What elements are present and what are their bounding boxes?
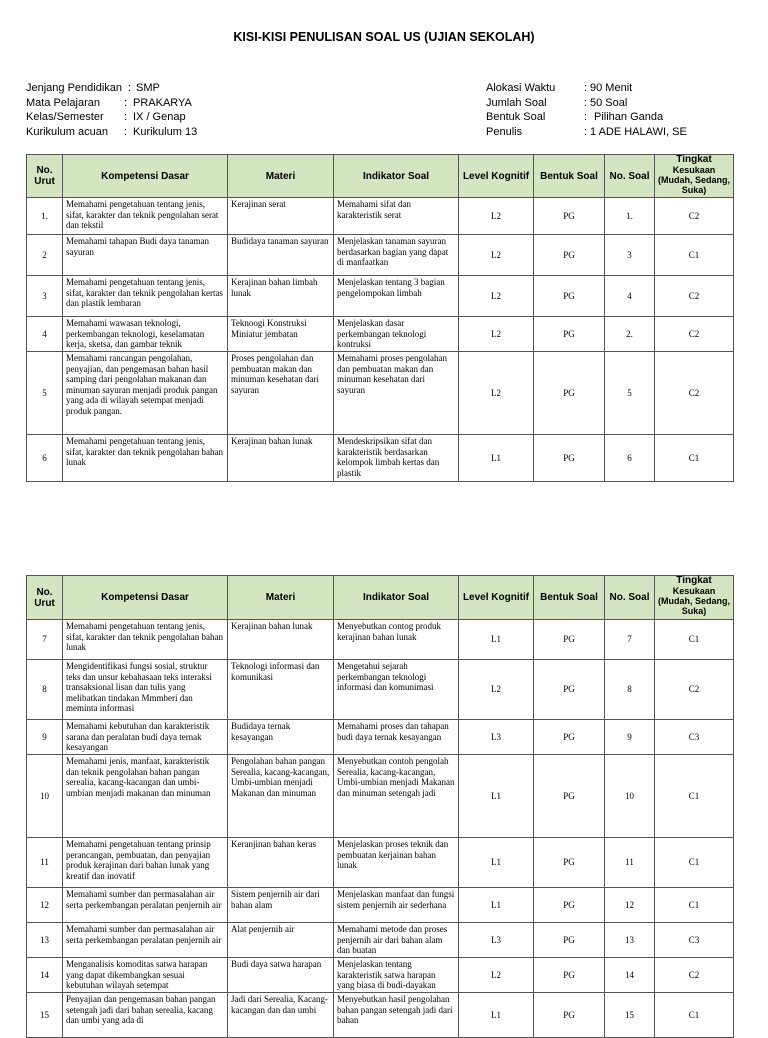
cell-tingkat: C1	[655, 838, 734, 888]
header-indikator-soal: Indikator Soal	[334, 155, 459, 198]
cell-materi: Teknologi informasi dan komunikasi	[228, 660, 334, 720]
cell-bentuk-soal: PG	[534, 660, 605, 720]
cell-no-urut: 8	[27, 660, 63, 720]
meta-label: Bentuk Soal	[486, 111, 546, 124]
cell-materi: Budidaya ternak kesayangan	[228, 720, 334, 755]
cell-materi: Kerajinan serat	[228, 198, 334, 235]
cell-level-kognitif: L2	[459, 660, 534, 720]
cell-indikator-soal: Menjelaskan tentang karakteristik satwa harapan yang biasa di budi-dayakan	[334, 958, 459, 993]
kisi-table-1	[26, 154, 734, 482]
cell-no-soal: 15	[605, 993, 655, 1038]
table-row	[27, 620, 734, 660]
meta-value: SMP	[136, 82, 160, 94]
meta-separator: :	[584, 96, 588, 109]
meta-value: PRAKARYA	[133, 96, 192, 109]
meta-value: Kurikulum 13	[133, 125, 198, 138]
table-row	[27, 923, 734, 958]
meta-right	[486, 81, 746, 139]
table-header-row	[27, 155, 734, 198]
cell-bentuk-soal: PG	[534, 958, 605, 993]
header-tingkat-top: Tingkat	[676, 575, 712, 586]
cell-no-urut: 10	[27, 755, 63, 838]
cell-level-kognitif: L2	[459, 198, 534, 235]
table-row	[27, 235, 734, 276]
cell-materi: Teknoogi Konstruksi Miniatur jembatan	[228, 317, 334, 352]
cell-no-urut: 4	[27, 317, 63, 352]
cell-level-kognitif: L1	[459, 838, 534, 888]
cell-bentuk-soal: PG	[534, 838, 605, 888]
table-row	[27, 838, 734, 888]
header-tingkat-sub: Kesukaan (Mudah, Sedang, Suka)	[658, 164, 730, 195]
meta-value: 90 Menit	[590, 82, 633, 94]
cell-bentuk-soal: PG	[534, 888, 605, 923]
table-row	[27, 755, 734, 838]
cell-no-urut: 12	[27, 888, 63, 923]
table-row	[27, 352, 734, 435]
cell-no-urut: 9	[27, 720, 63, 755]
header-tingkat	[655, 155, 734, 198]
header-bentuk-soal: Bentuk Soal	[534, 576, 605, 620]
cell-indikator-soal: Menjelaskan dasar perkembangan teknologi kontruksi	[334, 317, 459, 352]
cell-no-urut: 5	[27, 352, 63, 435]
header-kompetensi-dasar: Kompetensi Dasar	[63, 576, 228, 620]
cell-no-soal: 13	[605, 923, 655, 958]
cell-materi: Jadi dari Serealia, Kacang-kacangan dan dan umbi	[228, 993, 334, 1038]
meta-value: IX / Genap	[133, 111, 186, 124]
cell-level-kognitif: L1	[459, 755, 534, 838]
table-row	[27, 720, 734, 755]
cell-tingkat: C2	[655, 317, 734, 352]
header-no-urut: No. Urut	[27, 576, 63, 620]
cell-indikator-soal: Menjelaskan tanaman sayuran berdasarkan bagian yang dapat di manfaatkan	[334, 235, 459, 276]
meta-label: Mata Pelajaran	[26, 96, 100, 109]
cell-tingkat: C1	[655, 755, 734, 838]
cell-level-kognitif: L2	[459, 958, 534, 993]
cell-indikator-soal: Mendeskripsikan sifat dan karakteristik berdasarkan kelompok limbah kertas dan plastik	[334, 435, 459, 482]
cell-tingkat: C2	[655, 198, 734, 235]
meta-left	[26, 81, 326, 139]
cell-no-soal: 9	[605, 720, 655, 755]
cell-indikator-soal: Menyebutkan contoh pengolah Serealia, kacang-kacangan, Umbi-umbian menjadi Makanan dan minuman setengah jadi	[334, 755, 459, 838]
table-row	[27, 958, 734, 993]
cell-tingkat: C2	[655, 958, 734, 993]
cell-bentuk-soal: PG	[534, 235, 605, 276]
meta-value: Pilihan Ganda	[594, 111, 664, 124]
cell-kompetensi-dasar: Memahami pengetahuan tentang jenis, sifat, karakter dan teknik pengolahan kertas dan plastik lembaran	[63, 276, 228, 317]
cell-tingkat: C1	[655, 888, 734, 923]
cell-no-urut: 6	[27, 435, 63, 482]
cell-indikator-soal: Menyebutkan contog produk kerajinan bahan lunak	[334, 620, 459, 660]
cell-no-soal: 10	[605, 755, 655, 838]
meta-row	[26, 96, 326, 111]
header-tingkat-sub: Kesukaan (Mudah, Sedang, Suka)	[658, 586, 730, 616]
cell-bentuk-soal: PG	[534, 276, 605, 317]
cell-no-urut: 7	[27, 620, 63, 660]
meta-row	[26, 110, 326, 125]
cell-tingkat: C1	[655, 435, 734, 482]
cell-kompetensi-dasar: Memahami sumber dan permasalahan air serta perkembangan peralatan penjernih air	[63, 923, 228, 958]
meta-label: Kurikulum acuan	[26, 125, 108, 138]
cell-kompetensi-dasar: Mengidentifikasi fungsi sosial, struktur teks dan unsur kebahasaan teks interaksi transaksional lisan dan tulis yang melibatkan tindakan Mmmberi dan meminta informasi	[63, 660, 228, 720]
meta-row	[26, 81, 326, 96]
cell-tingkat: C3	[655, 923, 734, 958]
cell-level-kognitif: L3	[459, 923, 534, 958]
cell-kompetensi-dasar: Memahami sumber dan permasalahan air serta perkembangan peralatan penjernih air	[63, 888, 228, 923]
cell-materi: Sistem penjernih air dari bahan alam	[228, 888, 334, 923]
table-row	[27, 198, 734, 235]
cell-indikator-soal: Memahami proses pengolahan dan pembuatan makan dan minuman kesehatan dari sayuran	[334, 352, 459, 435]
cell-level-kognitif: L2	[459, 317, 534, 352]
cell-bentuk-soal: PG	[534, 993, 605, 1038]
header-bentuk-soal: Bentuk Soal	[534, 155, 605, 198]
meta-separator: :	[128, 82, 132, 94]
cell-no-urut: 15	[27, 993, 63, 1038]
cell-kompetensi-dasar: Memahami pengetahuan tentang jenis, sifat, karakter dan teknik pengolahan bahan lunak	[63, 435, 228, 482]
cell-no-urut: 2	[27, 235, 63, 276]
meta-row	[26, 125, 326, 140]
cell-bentuk-soal: PG	[534, 317, 605, 352]
cell-tingkat: C3	[655, 720, 734, 755]
cell-no-soal: 1.	[605, 198, 655, 235]
cell-tingkat: C2	[655, 276, 734, 317]
meta-label: Kelas/Semester	[26, 111, 104, 124]
document-title: KISI-KISI PENULISAN SOAL US (UJIAN SEKOLAH)	[233, 30, 535, 44]
cell-no-soal: 8	[605, 660, 655, 720]
cell-level-kognitif: L2	[459, 352, 534, 435]
cell-tingkat: C1	[655, 235, 734, 276]
cell-kompetensi-dasar: Memahami tahapan Budi daya tanaman sayuran	[63, 235, 228, 276]
cell-kompetensi-dasar: Memahami pengetahuan tentang prinsip perancangan, pembuatan, dan penyajian produk kerajinan dari bahan lunak yang kreatif dan inovatif	[63, 838, 228, 888]
cell-indikator-soal: Menjelaskan tentang 3 bagian pengelompokan limbah	[334, 276, 459, 317]
table-row	[27, 317, 734, 352]
cell-indikator-soal: Memahami metode dan proses penjernih air dari bahan alam dan buatan	[334, 923, 459, 958]
meta-row	[486, 81, 746, 96]
cell-no-urut: 11	[27, 838, 63, 888]
cell-tingkat: C1	[655, 993, 734, 1038]
cell-no-urut: 14	[27, 958, 63, 993]
cell-no-soal: 14	[605, 958, 655, 993]
cell-level-kognitif: L1	[459, 620, 534, 660]
cell-tingkat: C2	[655, 660, 734, 720]
cell-no-soal: 6	[605, 435, 655, 482]
cell-no-soal: 5	[605, 352, 655, 435]
cell-no-soal: 2.	[605, 317, 655, 352]
cell-kompetensi-dasar: Memahami wawasan teknologi, perkembangan teknologi, keselamatan kerja, sketsa, dan gambar teknik	[63, 317, 228, 352]
cell-indikator-soal: Memahami proses dan tahapan budi daya ternak kesayangan	[334, 720, 459, 755]
cell-materi: Kerajinan bahan lunak	[228, 620, 334, 660]
meta-separator: :	[124, 111, 128, 124]
cell-materi: Kerajinan bahan lunak	[228, 435, 334, 482]
cell-kompetensi-dasar: Memahami kebutuhan dan karakteristik sarana dan peralatan budi daya ternak kesayangan	[63, 720, 228, 755]
cell-kompetensi-dasar: Memahami pengetahuan tentang jenis, sifat, karakter dan teknik pengolahan serat dan tekstil	[63, 198, 228, 235]
cell-level-kognitif: L1	[459, 888, 534, 923]
table-row	[27, 276, 734, 317]
meta-label: Alokasi Waktu	[486, 82, 556, 94]
cell-level-kognitif: L2	[459, 235, 534, 276]
kisi-table-2	[26, 575, 734, 1038]
meta-value: 1 ADE HALAWI, SE	[590, 125, 687, 138]
header-kompetensi-dasar: Kompetensi Dasar	[63, 155, 228, 198]
cell-level-kognitif: L1	[459, 435, 534, 482]
table-row	[27, 435, 734, 482]
cell-bentuk-soal: PG	[534, 435, 605, 482]
table-row	[27, 993, 734, 1038]
meta-separator: :	[584, 125, 588, 138]
cell-no-soal: 7	[605, 620, 655, 660]
meta-separator: :	[584, 111, 588, 124]
cell-indikator-soal: Mengetahui sejarah perkembangan teknologi informasi dan komunimasi	[334, 660, 459, 720]
cell-bentuk-soal: PG	[534, 352, 605, 435]
cell-tingkat: C2	[655, 352, 734, 435]
meta-label: Jenjang Pendidikan	[26, 82, 123, 94]
cell-kompetensi-dasar: Memahami pengetahuan tentang jenis, sifat, karakter dan teknik pengolahan bahan lunak	[63, 620, 228, 660]
header-materi: Materi	[228, 576, 334, 620]
cell-materi: Proses pengolahan dan pembuatan makan dan minuman kesehatan dari sayuran	[228, 352, 334, 435]
cell-level-kognitif: L3	[459, 720, 534, 755]
cell-kompetensi-dasar: Memahami rancangan pengolahan, penyajian, dan pengemasan bahan hasil samping dari pengolahan makanan dan minuman sayuran menjadi produk pangan yang ada di wilayah setempat menjadi produk pangan.	[63, 352, 228, 435]
cell-bentuk-soal: PG	[534, 923, 605, 958]
cell-bentuk-soal: PG	[534, 620, 605, 660]
cell-materi: Kerajinan bahan limbah lunak	[228, 276, 334, 317]
cell-level-kognitif: L2	[459, 276, 534, 317]
cell-bentuk-soal: PG	[534, 755, 605, 838]
cell-no-urut: 3	[27, 276, 63, 317]
header-level-kognitif: Level Kognitif	[459, 155, 534, 198]
cell-no-soal: 12	[605, 888, 655, 923]
cell-materi: Budi daya satwa harapan	[228, 958, 334, 993]
meta-separator: :	[124, 125, 128, 138]
meta-label: Jumlah Soal	[486, 96, 547, 109]
header-no-soal: No. Soal	[605, 576, 655, 620]
meta-value: 50 Soal	[590, 96, 628, 109]
cell-kompetensi-dasar: Memahami jenis, manfaat, karakteristik dan teknik pengolahan bahan pangan serealia, kacang-kacangan dan umbi-umbian menjadi makanan dan minuman	[63, 755, 228, 838]
meta-separator: :	[124, 96, 128, 109]
cell-bentuk-soal: PG	[534, 720, 605, 755]
meta-label: Penulis	[486, 125, 523, 138]
cell-indikator-soal: Menyebutkan hasil pengolahan bahan pangan setengah jadi dari bahan	[334, 993, 459, 1038]
cell-indikator-soal: Menjelaskan proses teknik dan pembuatan kerjainan bahan lunak	[334, 838, 459, 888]
meta-separator: :	[584, 82, 588, 94]
header-tingkat-top: Tingkat	[676, 153, 712, 165]
cell-kompetensi-dasar: Menganalisis komoditas satwa harapan yang dapat dikembangkan sesuai kebutuhan wilayah setempat	[63, 958, 228, 993]
cell-tingkat: C1	[655, 620, 734, 660]
cell-no-urut: 13	[27, 923, 63, 958]
cell-level-kognitif: L1	[459, 993, 534, 1038]
cell-materi: Alat penjernih air	[228, 923, 334, 958]
table-header-row	[27, 576, 734, 620]
table-row	[27, 660, 734, 720]
header-materi: Materi	[228, 155, 334, 198]
cell-indikator-soal: Memahami sifat dan karakteristik serat	[334, 198, 459, 235]
cell-bentuk-soal: PG	[534, 198, 605, 235]
cell-no-soal: 4	[605, 276, 655, 317]
cell-no-urut: 1.	[27, 198, 63, 235]
header-no-soal: No. Soal	[605, 155, 655, 198]
header-level-kognitif: Level Kognitif	[459, 576, 534, 620]
cell-kompetensi-dasar: Penyajian dan pengemasan bahan pangan setengah jadi dari bahan serealia, kacang dan umbi yang ada di	[63, 993, 228, 1038]
meta-row	[486, 110, 746, 125]
cell-materi: Budidaya tanaman sayuran	[228, 235, 334, 276]
table-row	[27, 888, 734, 923]
header-tingkat	[655, 576, 734, 620]
cell-indikator-soal: Menjelaskan manfaat dan fungsi sistem penjernih air sederhana	[334, 888, 459, 923]
header-no-urut: No. Urut	[27, 155, 63, 198]
cell-no-soal: 11	[605, 838, 655, 888]
cell-no-soal: 3	[605, 235, 655, 276]
cell-materi: Pengolahan bahan pangan Serealia, kacang-kacangan, Umbi-umbian menjadi Makanan dan minuman	[228, 755, 334, 838]
header-indikator-soal: Indikator Soal	[334, 576, 459, 620]
cell-materi: Keranjinan bahan keras	[228, 838, 334, 888]
meta-row	[486, 125, 746, 140]
meta-row	[486, 96, 746, 111]
